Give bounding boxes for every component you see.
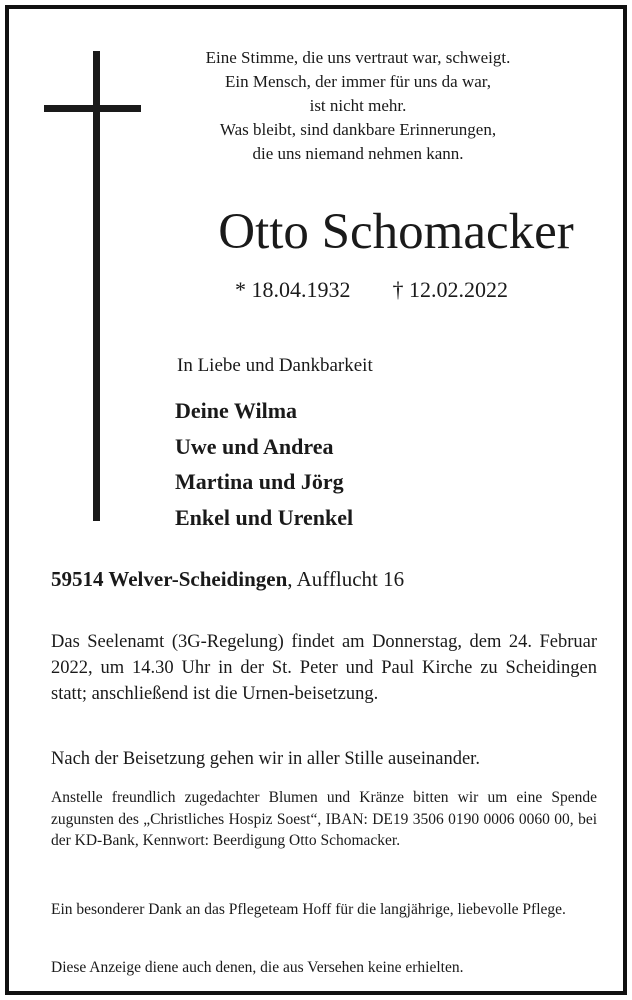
verse-line: Ein Mensch, der immer für uns da war, [224, 72, 492, 91]
family-list [175, 393, 353, 535]
birth-date: * 18.04.1932 [235, 277, 351, 302]
thanks-paragraph: Ein besonderer Dank an das Pflegeteam Hoff für die langjährige, liebevolle Pflege. [51, 901, 566, 918]
address-city: 59514 Welver-Scheidingen [51, 567, 288, 591]
deceased-name: Otto Schomacker [218, 204, 574, 260]
family-member: Martina und Jörg [175, 469, 344, 494]
greeting: In Liebe und Dankbarkeit [177, 355, 373, 376]
cross-icon-bar [44, 105, 141, 112]
address-street: , Aufflucht 16 [287, 567, 405, 591]
family-member: Enkel und Urenkel [175, 504, 354, 530]
notice-paragraph: Diese Anzeige diene auch denen, die aus Versehen keine erhielten. [51, 959, 464, 976]
family-member: Uwe und Andrea [175, 433, 334, 459]
address [51, 564, 404, 594]
donation-paragraph: Anstelle freundlich zugedachter Blumen und Kränze bitten wir um eine Spende zugunsten des „Christliches Hospiz Soest“, IBAN: DE19 3506 0190 0006 0060 00, bei der KD-Bank, Kennwort: Beerdigung Otto Schomacker. [51, 789, 597, 849]
obituary-frame [5, 5, 627, 995]
life-dates [235, 275, 508, 305]
death-date: † 12.02.2022 [392, 277, 508, 302]
family-member: Deine Wilma [175, 398, 298, 423]
verse-line: die uns niemand nehmen kann. [252, 144, 464, 163]
verse-line: Eine Stimme, die uns vertraut war, schweigt. [205, 48, 511, 67]
service-paragraph: Das Seelenamt (3G-Regelung) findet am Donnerstag, dem 24. Februar 2022, um 14.30 Uhr in der St. Peter und Paul Kirche zu Scheidingen statt; anschließend ist die Urnen-beisetzung. [51, 632, 597, 704]
cross-icon [93, 51, 100, 521]
verse-line: Was bleibt, sind dankbare Erinnerungen, [219, 120, 497, 139]
after-paragraph: Nach der Beisetzung gehen wir in aller Stille auseinander. [51, 749, 480, 769]
verse-line: ist nicht mehr. [309, 96, 407, 115]
verse [181, 46, 535, 166]
